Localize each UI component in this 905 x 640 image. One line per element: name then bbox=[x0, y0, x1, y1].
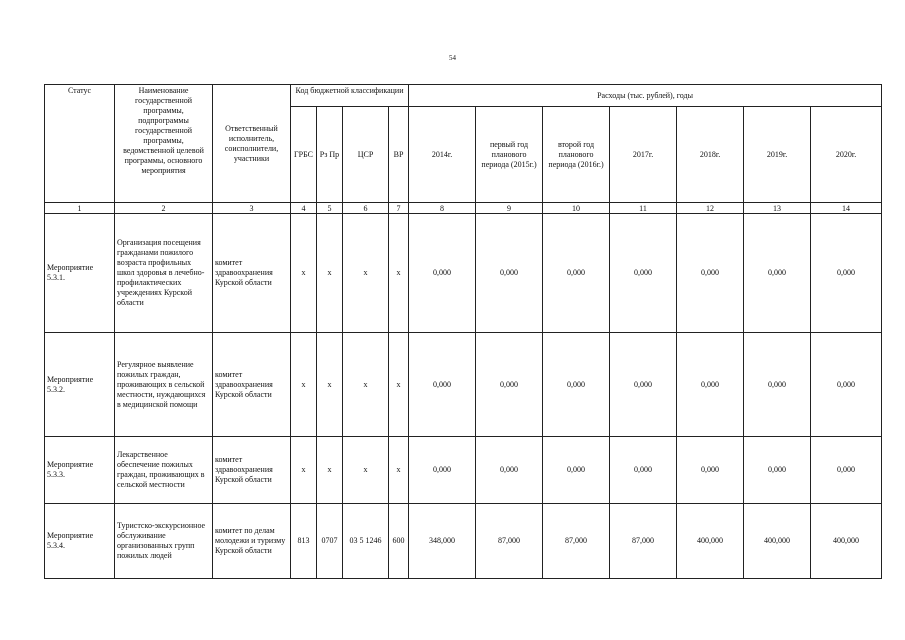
row-responsible: комитет здравоохранения Курской области bbox=[213, 214, 291, 333]
column-number: 3 bbox=[213, 203, 291, 214]
row-value-2014: 0,000 bbox=[409, 214, 476, 333]
row-vr: x bbox=[389, 437, 409, 504]
column-number: 6 bbox=[343, 203, 389, 214]
page-number: 54 bbox=[449, 54, 456, 62]
row-grbs: x bbox=[291, 214, 317, 333]
row-status: Мероприятие 5.3.4. bbox=[45, 504, 115, 579]
row-name: Регулярное выявление пожилых граждан, проживающих в сельской местности, нуждающихся в медицинской помощи bbox=[115, 333, 213, 437]
header-expenses: Расходы (тыс. рублей), годы bbox=[409, 85, 882, 107]
row-value-2015: 87,000 bbox=[476, 504, 543, 579]
header-responsible: Ответственный исполнитель, соисполнители, участники bbox=[213, 85, 291, 203]
table-row bbox=[45, 214, 882, 333]
row-grbs: x bbox=[291, 333, 317, 437]
column-number: 9 bbox=[476, 203, 543, 214]
header-year-2016: второй год планового периода (2016г.) bbox=[543, 107, 610, 203]
column-number: 4 bbox=[291, 203, 317, 214]
row-vr: x bbox=[389, 214, 409, 333]
header-budget-code: Код бюджетной классификации bbox=[291, 85, 409, 107]
row-value-2020: 0,000 bbox=[811, 437, 882, 504]
header-year-2015: первый год планового периода (2015г.) bbox=[476, 107, 543, 203]
row-vr: 600 bbox=[389, 504, 409, 579]
row-value-2019: 0,000 bbox=[744, 333, 811, 437]
column-number: 14 bbox=[811, 203, 882, 214]
row-value-2015: 0,000 bbox=[476, 333, 543, 437]
header-status: Статус bbox=[45, 85, 115, 203]
header-year-2020: 2020г. bbox=[811, 107, 882, 203]
header-name: Наименование государственной программы, подпрограммы государственной программы, ведомственной целевой программы, основного мероприятия bbox=[115, 85, 213, 203]
row-responsible: комитет здравоохранения Курской области bbox=[213, 437, 291, 504]
column-number: 5 bbox=[317, 203, 343, 214]
row-grbs: 813 bbox=[291, 504, 317, 579]
row-name: Лекарственное обеспечение пожилых граждан, проживающих в сельской местности bbox=[115, 437, 213, 504]
header-year-2018: 2018г. bbox=[677, 107, 744, 203]
header-year-2014: 2014г. bbox=[409, 107, 476, 203]
row-value-2017: 0,000 bbox=[610, 437, 677, 504]
header-year-2017: 2017г. bbox=[610, 107, 677, 203]
row-status: Мероприятие 5.3.1. bbox=[45, 214, 115, 333]
row-value-2014: 348,000 bbox=[409, 504, 476, 579]
row-value-2020: 0,000 bbox=[811, 333, 882, 437]
table-row bbox=[45, 333, 882, 437]
row-name: Организация посещения гражданами пожилого возраста профильных школ здоровья в лечебно-профилактических учреждениях Курской области bbox=[115, 214, 213, 333]
row-value-2018: 0,000 bbox=[677, 214, 744, 333]
row-rzpr: x bbox=[317, 437, 343, 504]
row-value-2018: 0,000 bbox=[677, 437, 744, 504]
column-number-row bbox=[45, 203, 882, 214]
column-number: 11 bbox=[610, 203, 677, 214]
row-value-2016: 0,000 bbox=[543, 437, 610, 504]
row-value-2014: 0,000 bbox=[409, 333, 476, 437]
row-value-2019: 0,000 bbox=[744, 437, 811, 504]
table-row bbox=[45, 504, 882, 579]
row-rzpr: 0707 bbox=[317, 504, 343, 579]
row-value-2014: 0,000 bbox=[409, 437, 476, 504]
row-rzpr: x bbox=[317, 333, 343, 437]
row-status: Мероприятие 5.3.3. bbox=[45, 437, 115, 504]
header-csr: ЦСР bbox=[343, 107, 389, 203]
row-value-2020: 400,000 bbox=[811, 504, 882, 579]
column-number: 10 bbox=[543, 203, 610, 214]
row-value-2019: 400,000 bbox=[744, 504, 811, 579]
column-number: 12 bbox=[677, 203, 744, 214]
row-value-2015: 0,000 bbox=[476, 437, 543, 504]
column-number: 8 bbox=[409, 203, 476, 214]
row-value-2018: 0,000 bbox=[677, 333, 744, 437]
row-responsible: комитет здравоохранения Курской области bbox=[213, 333, 291, 437]
row-value-2016: 0,000 bbox=[543, 214, 610, 333]
row-vr: x bbox=[389, 333, 409, 437]
row-responsible: комитет по делам молодежи и туризму Курской области bbox=[213, 504, 291, 579]
row-status: Мероприятие 5.3.2. bbox=[45, 333, 115, 437]
row-value-2016: 87,000 bbox=[543, 504, 610, 579]
row-value-2017: 0,000 bbox=[610, 214, 677, 333]
row-value-2018: 400,000 bbox=[677, 504, 744, 579]
row-csr: x bbox=[343, 437, 389, 504]
row-value-2019: 0,000 bbox=[744, 214, 811, 333]
budget-table bbox=[44, 84, 882, 579]
column-number: 13 bbox=[744, 203, 811, 214]
row-value-2017: 87,000 bbox=[610, 504, 677, 579]
row-csr: 03 5 1246 bbox=[343, 504, 389, 579]
row-rzpr: x bbox=[317, 214, 343, 333]
row-value-2017: 0,000 bbox=[610, 333, 677, 437]
header-rzpr: Рз Пр bbox=[317, 107, 343, 203]
column-number: 7 bbox=[389, 203, 409, 214]
row-value-2016: 0,000 bbox=[543, 333, 610, 437]
column-number: 2 bbox=[115, 203, 213, 214]
row-value-2020: 0,000 bbox=[811, 214, 882, 333]
row-grbs: x bbox=[291, 437, 317, 504]
header-year-2019: 2019г. bbox=[744, 107, 811, 203]
column-number: 1 bbox=[45, 203, 115, 214]
row-value-2015: 0,000 bbox=[476, 214, 543, 333]
header-vr: ВР bbox=[389, 107, 409, 203]
row-csr: x bbox=[343, 333, 389, 437]
table-row bbox=[45, 437, 882, 504]
row-name: Туристско-экскурсионное обслуживание организованных групп пожилых людей bbox=[115, 504, 213, 579]
header-grbs: ГРБС bbox=[291, 107, 317, 203]
row-csr: x bbox=[343, 214, 389, 333]
header-row-top bbox=[45, 85, 882, 107]
